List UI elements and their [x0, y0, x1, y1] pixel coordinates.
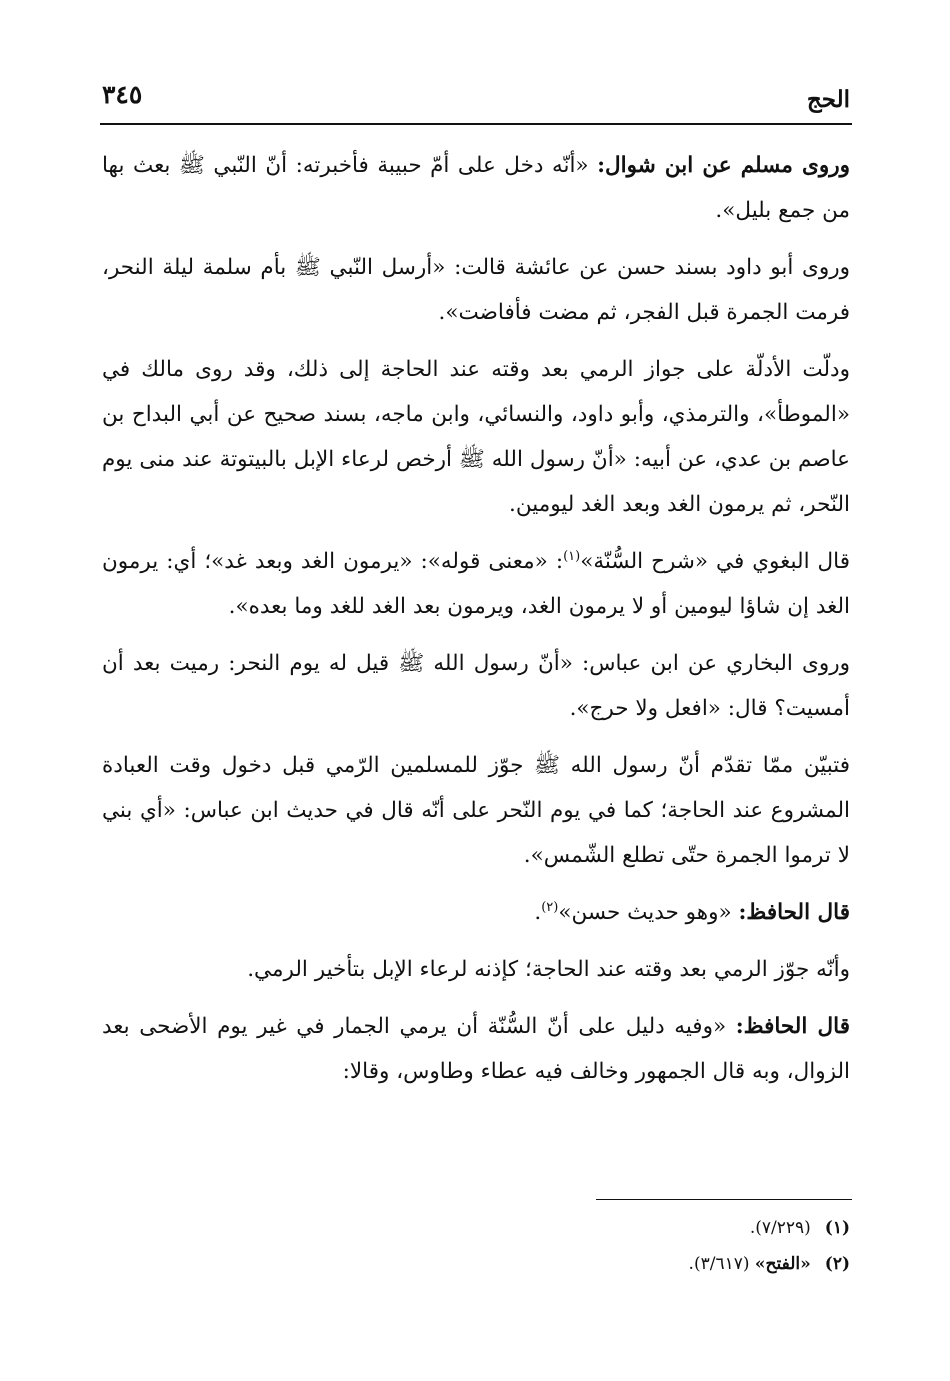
paragraph-text-continued: : «معنى قوله»: «يرمون الغد وبعد غد»؛ أي: يرمون الغد إن شاؤا ليومين أو لا يرمون الغد، ويرمون بعد الغد للغد وما بعده». — [102, 549, 850, 619]
paragraph-5 — [102, 641, 850, 731]
footnote-2 — [102, 1246, 850, 1282]
running-title: الحج — [806, 86, 850, 113]
paragraph-7 — [102, 890, 850, 935]
footnote-reference[interactable]: (٢) — [541, 899, 559, 915]
paragraph-lead: قال الحافظ: — [738, 900, 850, 925]
paragraph-text-continued: . — [534, 900, 542, 925]
paragraph-4 — [102, 539, 850, 629]
paragraph-text: وروى البخاري عن ابن عباس: «أنّ رسول الله ﷺ قيل له يوم النحر: رميت بعد أن أمسيت؟ قال: «افعل ولا حرج». — [102, 651, 850, 721]
paragraph-8 — [102, 947, 850, 992]
paragraph-lead: وروى مسلم عن ابن شوال: — [597, 153, 850, 178]
paragraph-text: قال البغوي في «شرح السُّنّة» — [580, 549, 851, 574]
page-number: ٣٤٥ — [102, 80, 143, 109]
paragraph-text: «وهو حديث حسن» — [558, 900, 739, 925]
footnote-reference[interactable]: (١) — [563, 548, 581, 564]
paragraph-text: «وفيه دليل على أنّ السُّنّة أن يرمي الجمار في غير يوم الأضحى بعد الزوال، وبه قال الجمهور وخالف فيه عطاء وطاوس، وقالا: — [102, 1014, 850, 1084]
footnote-number: (١) — [824, 1218, 850, 1238]
main-text — [102, 143, 850, 1106]
paragraph-text: وروى أبو داود بسند حسن عن عائشة قالت: «أرسل النّبي ﷺ بأم سلمة ليلة النحر، فرمت الجمرة قبل الفجر، ثم مضت فأفاضت». — [102, 255, 850, 325]
footnote-text: (٣/٦١٧). — [688, 1254, 755, 1274]
footnote-text: (٧/٢٢٩). — [749, 1218, 811, 1238]
footnote-1 — [102, 1210, 850, 1246]
page-header — [100, 72, 852, 122]
paragraph-1 — [102, 143, 850, 233]
paragraph-lead: قال الحافظ: — [735, 1014, 851, 1039]
paragraph-text: فتبيّن ممّا تقدّم أنّ رسول الله ﷺ جوّز للمسلمين الرّمي قبل دخول وقت العبادة المشروع عند الحاجة؛ كما في يوم النّحر على أنّه قال في حديث ابن عباس: «أي بني لا ترموا الجمرة حتّى تطلع الشّمس». — [102, 753, 850, 868]
paragraph-3 — [102, 347, 850, 527]
paragraph-text: ودلّت الأدلّة على جواز الرمي بعد وقته عند الحاجة إلى ذلك، وقد روى مالك في «الموطأ»، والترمذي، وأبو داود، والنسائي، وابن ماجه، بسند صحيح عن أبي البداح بن عاصم بن عدي، عن أبيه: «أنّ رسول الله ﷺ أرخص لرعاء الإبل بالبيتوتة عند منى يوم النّحر، ثم يرمون الغد وبعد الغد ليومين. — [102, 357, 850, 517]
paragraph-9 — [102, 1004, 850, 1094]
paragraph-6 — [102, 743, 850, 878]
footnote-divider — [596, 1199, 852, 1200]
footnotes — [102, 1210, 850, 1282]
paragraph-2 — [102, 245, 850, 335]
paragraph-text: «أنّه دخل على أمّ حبيبة فأخبرته: أنّ النّبي ﷺ بعث بها من جمع بليل». — [102, 153, 850, 223]
footnote-source-title: «الفتح» — [754, 1254, 811, 1274]
paragraph-text: وأنّه جوّز الرمي بعد وقته عند الحاجة؛ كإذنه لرعاء الإبل بتأخير الرمي. — [247, 957, 850, 982]
footnote-number: (٢) — [824, 1254, 850, 1274]
header-divider — [100, 123, 852, 125]
